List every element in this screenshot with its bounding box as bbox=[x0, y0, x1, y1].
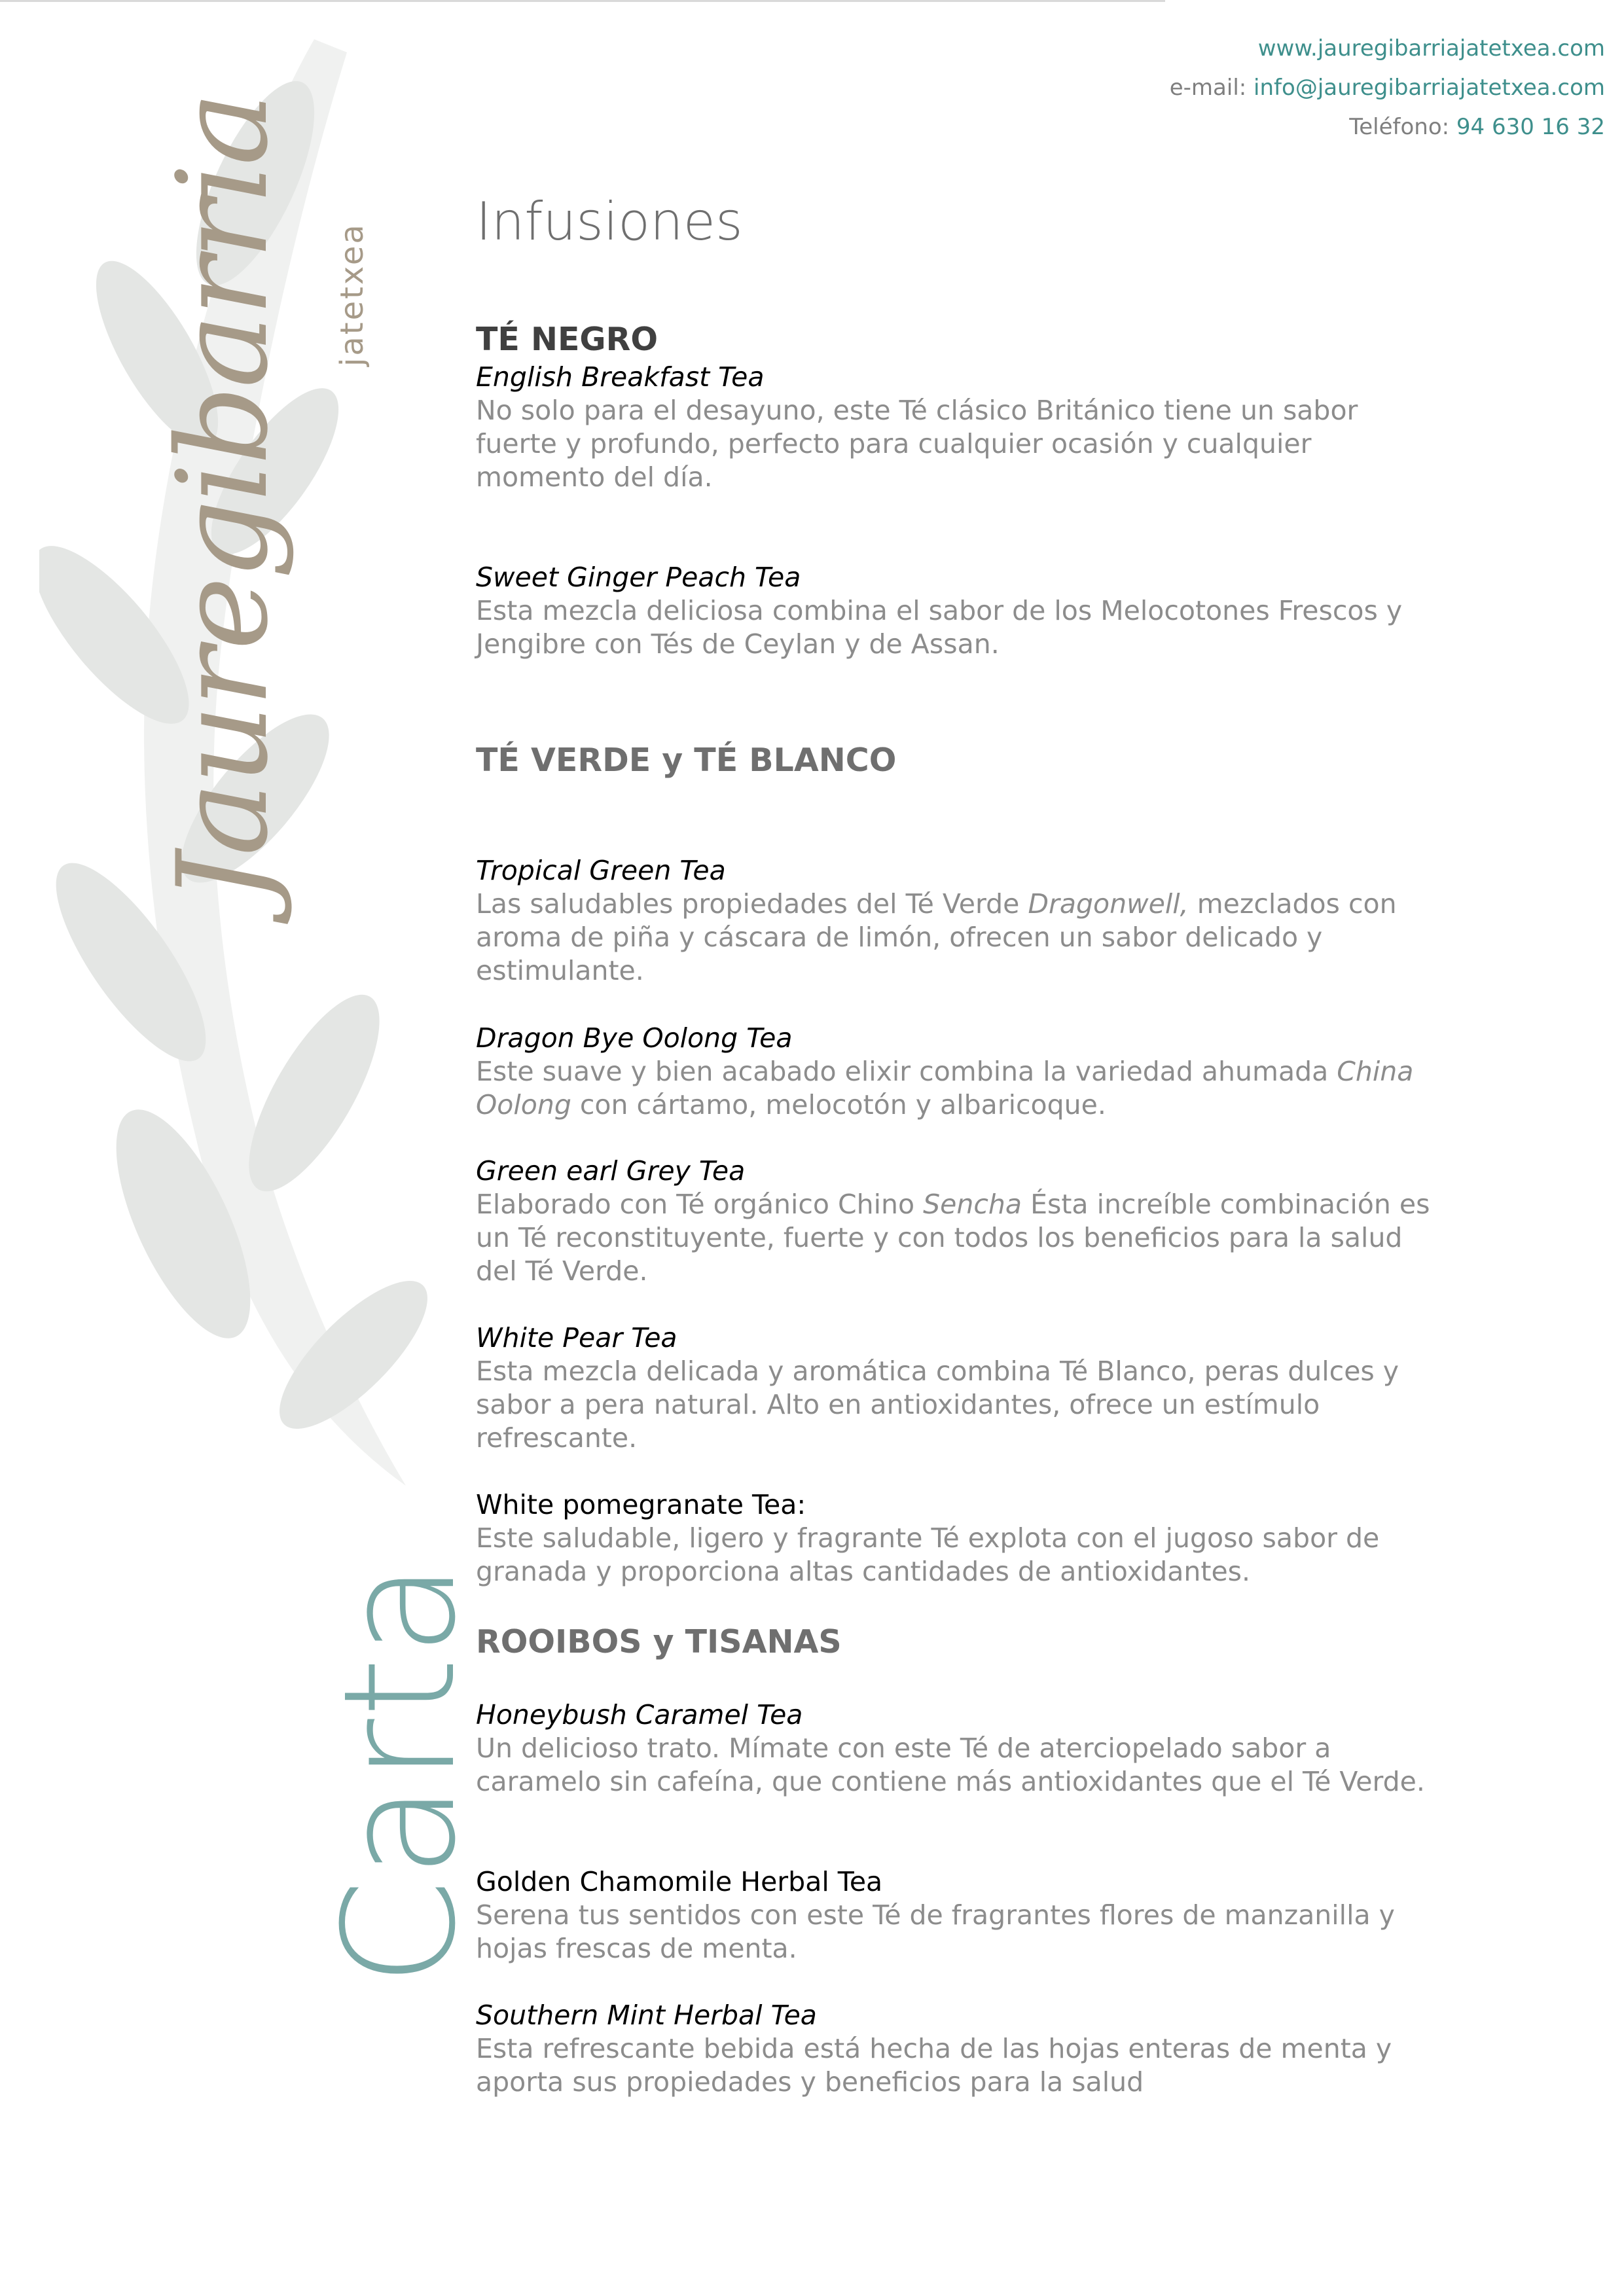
section-heading-rooibos-tisanas: ROOIBOS y TISANAS bbox=[476, 1623, 842, 1660]
item-description: Elaborado con Té orgánico Chino Sencha Ésta increíble combinación es un Té reconstituyente, fuerte y con todos los beneficios para la salud del Té Verde. bbox=[476, 1189, 1430, 1287]
item-description: Este suave y bien acabado elixir combina la variedad ahumada China Oolong con cártamo, melocotón y albaricoque. bbox=[476, 1056, 1414, 1121]
item-description: No solo para el desayuno, este Té clásico Británico tiene un sabor fuerte y profundo, perfecto para cualquier ocasión y cualquier momento del día. bbox=[476, 395, 1358, 493]
section-heading-te-negro: TÉ NEGRO bbox=[476, 321, 659, 358]
item-name: Green earl Grey Tea bbox=[476, 1155, 746, 1187]
item-name: White Pear Tea bbox=[476, 1322, 677, 1354]
item-description: Esta mezcla delicada y aromática combina Té Blanco, peras dulces y sabor a pera natural. Alto en antioxidantes, ofrece un estímulo refrescante. bbox=[476, 1355, 1399, 1454]
menu-item bbox=[476, 1865, 1432, 1965]
menu-item bbox=[476, 1021, 1432, 1122]
menu-item bbox=[476, 1321, 1432, 1455]
top-rule bbox=[0, 0, 1165, 2]
menu-item bbox=[476, 1154, 1432, 1288]
item-description: Este saludable, ligero y fragrante Té explota con el jugoso sabor de granada y proporciona altas cantidades de antioxidantes. bbox=[476, 1522, 1380, 1587]
menu-item bbox=[476, 853, 1432, 988]
item-name: Sweet Ginger Peach Tea bbox=[476, 562, 801, 593]
menu-item bbox=[476, 1998, 1432, 2099]
item-description: Esta refrescante bebida está hecha de las hojas enteras de menta y aporta sus propiedades y beneficios para la salud bbox=[476, 2033, 1392, 2098]
item-name: Tropical Green Tea bbox=[476, 855, 726, 886]
email-link[interactable]: info@jauregibarriajatetxea.com bbox=[1254, 75, 1605, 101]
brand-logo-script: Jauregibarria bbox=[151, 94, 295, 903]
item-name: Golden Chamomile Herbal Tea bbox=[476, 1866, 883, 1897]
menu-item bbox=[476, 360, 1432, 494]
side-title-carta: Carta bbox=[311, 1560, 490, 1986]
menu-item bbox=[476, 1488, 1432, 1588]
email-label: e-mail: bbox=[1169, 75, 1247, 101]
brand-logo-subtitle: jatetxea bbox=[334, 223, 370, 367]
menu-item bbox=[476, 560, 1432, 661]
menu-item bbox=[476, 1698, 1432, 1799]
item-name: Dragon Bye Oolong Tea bbox=[476, 1022, 793, 1054]
item-description: Serena tus sentidos con este Té de fragrantes flores de manzanilla y hojas frescas de menta. bbox=[476, 1899, 1395, 1964]
item-name: Honeybush Caramel Tea bbox=[476, 1699, 803, 1731]
phone-number[interactable]: 94 630 16 32 bbox=[1456, 114, 1605, 140]
phone-label: Teléfono: bbox=[1349, 114, 1450, 140]
section-heading-te-verde-blanco: TÉ VERDE y TÉ BLANCO bbox=[476, 742, 897, 779]
page-title: Infusiones bbox=[476, 191, 743, 252]
item-description: Un delicioso trato. Mímate con este Té de aterciopelado sabor a caramelo sin cafeína, que contiene más antioxidantes que el Té Verde. bbox=[476, 1732, 1425, 1797]
item-name: White pomegranate Tea: bbox=[476, 1489, 806, 1520]
website-link[interactable]: www.jauregibarriajatetxea.com bbox=[1257, 35, 1605, 62]
contact-block bbox=[1170, 29, 1605, 147]
item-description: Las saludables propiedades del Té Verde Dragonwell, mezclados con aroma de piña y cáscara de limón, ofrecen un sabor delicado y estimulante. bbox=[476, 888, 1397, 986]
item-name: English Breakfast Tea bbox=[476, 361, 765, 393]
item-name: Southern Mint Herbal Tea bbox=[476, 2000, 817, 2031]
item-description: Esta mezcla deliciosa combina el sabor de los Melocotones Frescos y Jengibre con Tés de Ceylan y de Assan. bbox=[476, 595, 1403, 660]
